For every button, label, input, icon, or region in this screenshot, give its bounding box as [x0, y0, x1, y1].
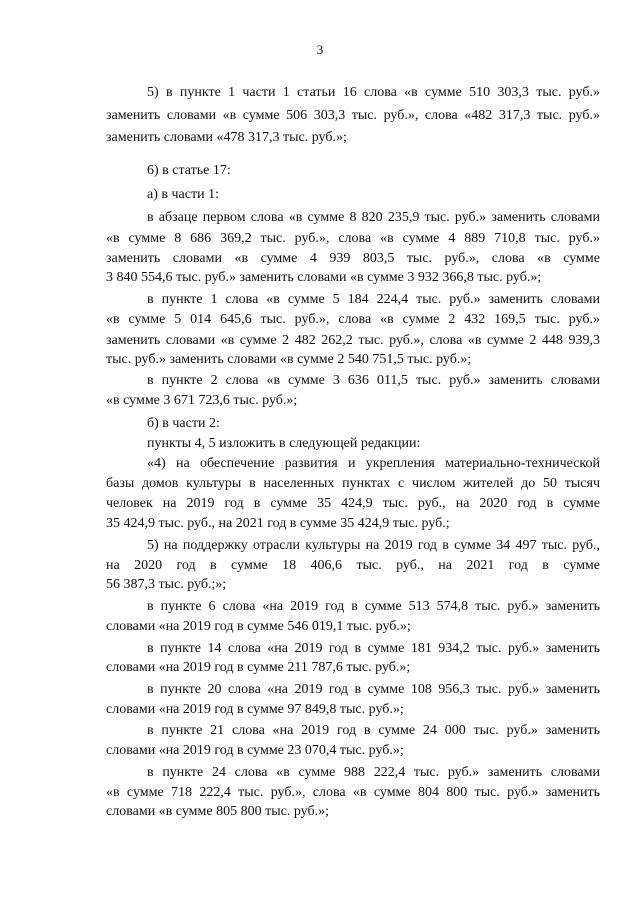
text-line: словами «на 2019 год в сумме 23 070,4 тыс. руб.»;	[106, 743, 404, 758]
text-line: в абзаце первом слова «в сумме 8 820 235,9 тыс. руб.» заменить словами	[147, 210, 600, 225]
text-line: тыс. руб.» заменить словами «в сумме 2 540 751,5 тыс. руб.»;	[106, 352, 472, 367]
text-line: 3 840 554,6 тыс. руб.» заменить словами «в сумме 3 932 366,8 тыс. руб.»;	[106, 270, 542, 285]
text-line: в пункте 20 слова «на 2019 год в сумме 108 956,3 тыс. руб.» заменить	[147, 682, 600, 697]
text-line: словами «на 2019 год в сумме 97 849,8 тыс. руб.»;	[106, 702, 404, 717]
text-line: словами «на 2019 год в сумме 546 019,1 тыс. руб.»;	[106, 619, 411, 634]
text-line: заменить словами «в сумме 506 303,3 тыс. руб.», слова «482 317,3 тыс. руб.»	[106, 108, 600, 123]
text-line: человек на 2019 год в сумме 35 424,9 тыс. руб., на 2020 год в сумме	[106, 496, 600, 511]
text-line: «в сумме 5 014 645,6 тыс. руб.», слова «в сумме 2 432 169,5 тыс. руб.»	[106, 312, 600, 327]
text-line: б) в части 2:	[147, 416, 220, 431]
text-line: в пункте 6 слова «на 2019 год в сумме 513 574,8 тыс. руб.» заменить	[147, 599, 600, 614]
text-line: словами «на 2019 год в сумме 211 787,6 тыс. руб.»;	[106, 660, 411, 675]
text-line: в пункте 24 слова «в сумме 988 222,4 тыс. руб.» заменить словами	[147, 765, 600, 780]
text-line: заменить словами «в сумме 4 939 803,5 тыс. руб.», слова «в сумме	[106, 251, 600, 266]
text-line: «4) на обеспечение развития и укрепления материально-технической	[147, 456, 600, 471]
text-line: 35 424,9 тыс. руб., на 2021 год в сумме 35 424,9 тыс. руб.;	[106, 516, 450, 531]
text-line: в пункте 2 слова «в сумме 3 636 011,5 тыс. руб.» заменить словами	[147, 373, 600, 388]
text-line: 5) в пункте 1 части 1 статьи 16 слова «в сумме 510 303,3 тыс. руб.»	[147, 85, 600, 100]
text-line: в пункте 21 слова «на 2019 год в сумме 24 000 тыс. руб.» заменить	[147, 723, 600, 738]
text-line: 56 387,3 тыс. руб.;»;	[106, 577, 227, 592]
page-number: 3	[316, 42, 324, 57]
text-line: пункты 4, 5 изложить в следующей редакции:	[147, 436, 421, 451]
text-line: «в сумме 718 222,4 тыс. руб.», слова «в сумме 804 800 тыс. руб.» заменить	[106, 785, 600, 800]
text-line: 5) на поддержку отрасли культуры на 2019 год в сумме 34 497 тыс. руб.,	[147, 538, 600, 553]
text-line: в пункте 1 слова «в сумме 5 184 224,4 тыс. руб.» заменить словами	[147, 292, 600, 307]
text-line: словами «в сумме 805 800 тыс. руб.»;	[106, 804, 329, 819]
text-line: «в сумме 3 671 723,6 тыс. руб.»;	[106, 393, 298, 408]
text-line: заменить словами «в сумме 2 482 262,2 тыс. руб.», слова «в сумме 2 448 939,3	[106, 333, 600, 348]
text-line: 6) в статье 17:	[147, 163, 231, 178]
text-line: заменить словами «478 317,3 тыс. руб.»;	[106, 130, 347, 145]
text-line: в пункте 14 слова «на 2019 год в сумме 181 934,2 тыс. руб.» заменить	[147, 641, 600, 656]
text-line: «в сумме 8 686 369,2 тыс. руб.», слова «в сумме 4 889 710,8 тыс. руб.»	[106, 231, 600, 246]
text-line: базы домов культуры в населенных пунктах с числом жителей до 50 тысяч	[106, 476, 600, 491]
text-line: а) в части 1:	[147, 187, 219, 202]
text-line: на 2020 год в сумме 18 406,6 тыс. руб., на 2021 год в сумме	[106, 558, 600, 573]
